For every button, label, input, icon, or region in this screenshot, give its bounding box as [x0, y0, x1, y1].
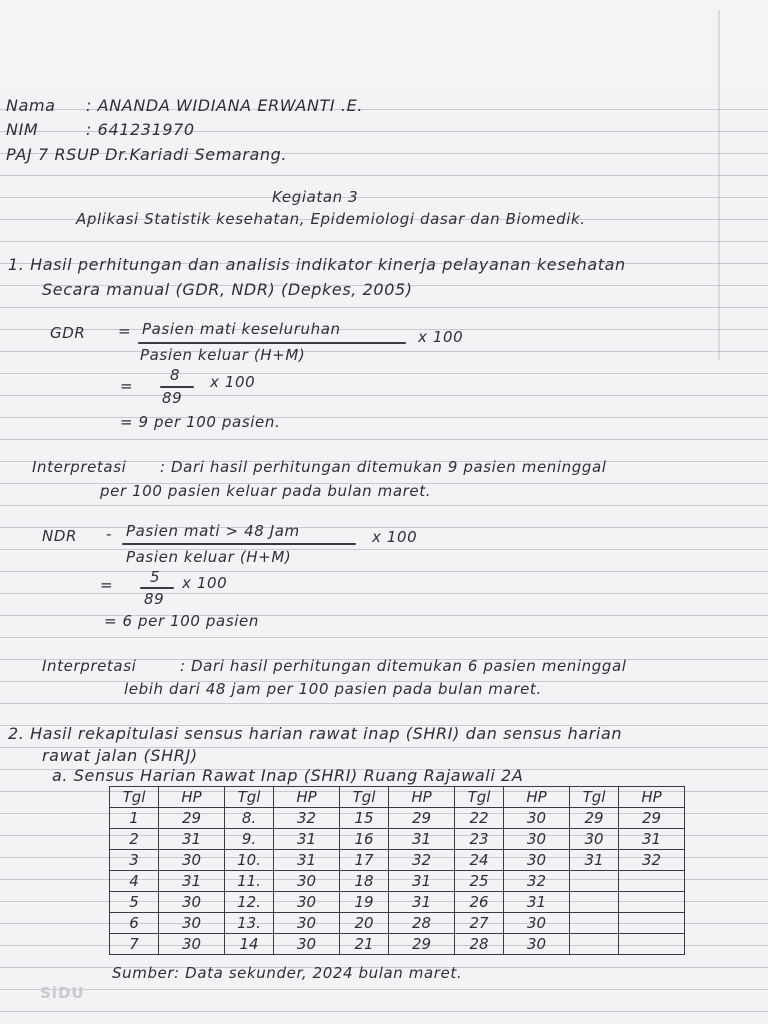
hp-cell: 31 [159, 871, 225, 892]
hp-cell: 30 [274, 892, 340, 913]
ndr-interp-line2: lebih dari 48 jam per 100 pasien pada bulan maret. [124, 680, 542, 698]
ndr-numerator: Pasien mati > 48 Jam [126, 522, 300, 540]
ndr-times-100: x 100 [372, 528, 418, 546]
hp-cell: 30 [159, 934, 225, 955]
tgl-cell: 17 [340, 850, 389, 871]
ndr-fraction-bar [122, 543, 356, 545]
activity-subtitle: Aplikasi Statistik kesehatan, Epidemiologi dasar dan Biomedik. [76, 210, 586, 228]
hp-cell: 31 [159, 829, 225, 850]
hp-cell: 31 [389, 829, 455, 850]
tgl-cell: 25 [455, 871, 504, 892]
tgl-cell: 3 [110, 850, 159, 871]
tgl-cell: 24 [455, 850, 504, 871]
ndr-interp-label: Interpretasi [42, 657, 137, 675]
section2-heading-line2: rawat jalan (SHRJ) [42, 746, 198, 765]
tgl-cell: 9. [225, 829, 274, 850]
hp-cell: 30 [159, 850, 225, 871]
hp-cell: 30 [274, 913, 340, 934]
hp-cell [619, 913, 685, 934]
section2-heading-line1: 2. Hasil rekapitulasi sensus harian rawat inap (SHRI) dan sensus harian [8, 724, 623, 743]
hp-cell: 32 [389, 850, 455, 871]
table-header-row [110, 787, 685, 808]
tgl-cell: 28 [455, 934, 504, 955]
tgl-cell [570, 892, 619, 913]
tgl-cell: 20 [340, 913, 389, 934]
hp-cell: 30 [504, 850, 570, 871]
tgl-cell: 22 [455, 808, 504, 829]
hp-cell: 31 [389, 892, 455, 913]
tgl-cell: 5 [110, 892, 159, 913]
show-through-margin [718, 10, 720, 360]
table-row [110, 829, 685, 850]
page-top-margin [0, 0, 768, 88]
ndr-result: = 6 per 100 pasien [104, 612, 259, 630]
section2-sub-a: a. Sensus Harian Rawat Inap (SHRI) Ruang Rajawali 2A [52, 766, 524, 785]
ndr-step2-denominator: 89 [144, 590, 165, 608]
hp-cell: 30 [159, 892, 225, 913]
ndr-step2-numerator: 5 [150, 568, 161, 586]
tgl-cell: 13. [225, 913, 274, 934]
hp-cell: HP [504, 787, 570, 808]
sidu-watermark: SiDU [40, 984, 85, 1002]
shri-census-table [109, 786, 685, 955]
tgl-cell [570, 871, 619, 892]
hp-cell: 31 [389, 871, 455, 892]
tgl-cell: 4 [110, 871, 159, 892]
table-source-note: Sumber: Data sekunder, 2024 bulan maret. [112, 964, 463, 982]
hp-cell: HP [619, 787, 685, 808]
tgl-cell: 15 [340, 808, 389, 829]
table-row [110, 913, 685, 934]
tgl-cell: 14 [225, 934, 274, 955]
hp-cell: 30 [504, 808, 570, 829]
tgl-cell: 10. [225, 850, 274, 871]
tgl-cell: 29 [570, 808, 619, 829]
activity-title: Kegiatan 3 [272, 188, 359, 206]
tgl-cell: Tgl [110, 787, 159, 808]
tgl-cell: 27 [455, 913, 504, 934]
tgl-cell: 16 [340, 829, 389, 850]
ndr-step2-equals: = [100, 576, 114, 594]
ndr-interp-line1: : Dari hasil perhitungan ditemukan 6 pasien meninggal [180, 657, 627, 675]
gdr-interp-label: Interpretasi [32, 458, 127, 476]
ndr-denominator: Pasien keluar (H+M) [126, 548, 292, 566]
hp-cell: 31 [274, 829, 340, 850]
tgl-cell: 6 [110, 913, 159, 934]
tgl-cell: 2 [110, 829, 159, 850]
tgl-cell: 8. [225, 808, 274, 829]
hp-cell [619, 871, 685, 892]
hp-cell: 32 [619, 850, 685, 871]
hp-cell: HP [274, 787, 340, 808]
tgl-cell [570, 913, 619, 934]
hp-cell: 31 [619, 829, 685, 850]
table-row [110, 892, 685, 913]
paj-line: PAJ 7 RSUP Dr.Kariadi Semarang. [6, 145, 288, 164]
hp-cell: 28 [389, 913, 455, 934]
nim-label: NIM [6, 120, 39, 139]
tgl-cell: Tgl [455, 787, 504, 808]
gdr-times-100: x 100 [418, 328, 464, 346]
tgl-cell: 19 [340, 892, 389, 913]
table-row [110, 934, 685, 955]
gdr-denominator: Pasien keluar (H+M) [140, 346, 306, 364]
ndr-label: NDR [42, 527, 77, 545]
hp-cell: 30 [274, 934, 340, 955]
tgl-cell: 1 [110, 808, 159, 829]
tgl-cell: 18 [340, 871, 389, 892]
nama-value: : ANANDA WIDIANA ERWANTI .E. [86, 96, 364, 115]
gdr-step2-denominator: 89 [162, 389, 183, 407]
ndr-step2-bar [140, 587, 174, 589]
gdr-equals: = [118, 322, 132, 340]
hp-cell: 32 [504, 871, 570, 892]
gdr-result: = 9 per 100 pasien. [120, 413, 281, 431]
tgl-cell: 11. [225, 871, 274, 892]
tgl-cell: 23 [455, 829, 504, 850]
hp-cell: HP [159, 787, 225, 808]
hp-cell: 31 [274, 850, 340, 871]
table-row [110, 871, 685, 892]
tgl-cell: 31 [570, 850, 619, 871]
tgl-cell: 21 [340, 934, 389, 955]
tgl-cell: Tgl [225, 787, 274, 808]
hp-cell: 29 [159, 808, 225, 829]
hp-cell [619, 892, 685, 913]
table-row [110, 808, 685, 829]
tgl-cell: Tgl [570, 787, 619, 808]
hp-cell: 30 [504, 913, 570, 934]
ndr-step2-times: x 100 [182, 574, 228, 592]
hp-cell [619, 934, 685, 955]
nim-value: : 641231970 [86, 120, 195, 139]
gdr-step2-numerator: 8 [170, 366, 181, 384]
gdr-numerator: Pasien mati keseluruhan [142, 320, 341, 338]
hp-cell: 30 [504, 934, 570, 955]
gdr-step2-times: x 100 [210, 373, 256, 391]
tgl-cell [570, 934, 619, 955]
hp-cell: 30 [274, 871, 340, 892]
tgl-cell: 7 [110, 934, 159, 955]
hp-cell: 30 [159, 913, 225, 934]
section1-heading-line1: 1. Hasil perhitungan dan analisis indikator kinerja pelayanan kesehatan [8, 255, 626, 274]
tgl-cell: 30 [570, 829, 619, 850]
table-row [110, 850, 685, 871]
hp-cell: 30 [504, 829, 570, 850]
section1-heading-line2: Secara manual (GDR, NDR) (Depkes, 2005) [42, 280, 413, 299]
hp-cell: 29 [389, 808, 455, 829]
gdr-interp-line1: : Dari hasil perhitungan ditemukan 9 pasien meninggal [160, 458, 607, 476]
gdr-step2-equals: = [120, 377, 134, 395]
tgl-cell: Tgl [340, 787, 389, 808]
tgl-cell: 26 [455, 892, 504, 913]
gdr-label: GDR [50, 324, 86, 342]
hp-cell: 29 [389, 934, 455, 955]
gdr-step2-bar [160, 386, 194, 388]
gdr-interp-line2: per 100 pasien keluar pada bulan maret. [100, 482, 432, 500]
tgl-cell: 12. [225, 892, 274, 913]
hp-cell: HP [389, 787, 455, 808]
hp-cell: 31 [504, 892, 570, 913]
hp-cell: 29 [619, 808, 685, 829]
ndr-dash: - [106, 525, 113, 543]
gdr-fraction-bar [138, 342, 406, 344]
nama-label: Nama [6, 96, 56, 115]
hp-cell: 32 [274, 808, 340, 829]
